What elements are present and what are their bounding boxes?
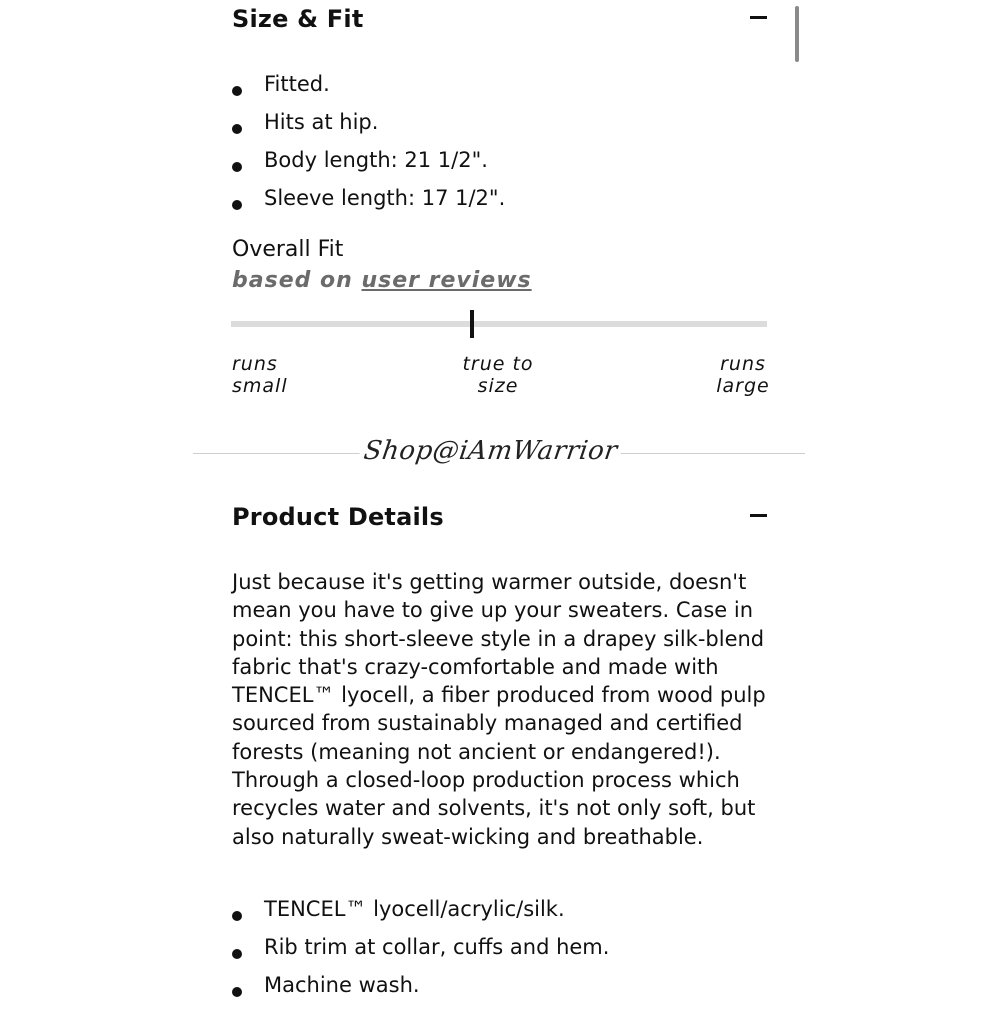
fit-label-line: size bbox=[477, 375, 519, 397]
product-details-list bbox=[232, 897, 609, 1011]
fit-label-line: runs bbox=[720, 353, 766, 375]
list-item bbox=[232, 148, 505, 186]
bullet-dot-icon bbox=[232, 949, 242, 959]
product-description: Just because it's getting warmer outside, doesn't mean you have to give up your sweaters. Case in point: this short-sleeve style in a drapey silk-blend fabric that's crazy-comfortable and made with TENCEL™ lyocell, a fiber produced from wood pulp sourced from sustainably managed and certified forests (meaning not ancient or endangered!). Through a closed-loop production process which recycles water and solvents, it's not only soft, but also naturally sweat-wicking and breathable. bbox=[232, 570, 766, 849]
list-item bbox=[232, 186, 505, 224]
bullet-dot-icon bbox=[232, 200, 242, 210]
list-item-text: Machine wash. bbox=[264, 973, 420, 997]
fit-label-line: runs bbox=[232, 353, 278, 375]
size-fit-list bbox=[232, 72, 505, 224]
bullet-dot-icon bbox=[232, 162, 242, 172]
fit-label-line: small bbox=[232, 375, 288, 397]
scrollbar[interactable] bbox=[795, 6, 799, 62]
fit-scale-track bbox=[231, 321, 767, 327]
bullet-dot-icon bbox=[232, 911, 242, 921]
fit-label-line: large bbox=[716, 375, 770, 397]
bullet-dot-icon bbox=[232, 124, 242, 134]
list-item bbox=[232, 110, 505, 148]
fit-scale-marker bbox=[470, 310, 474, 338]
product-details-title: Product Details bbox=[232, 503, 444, 531]
based-on-prefix: based on bbox=[232, 268, 353, 293]
list-item bbox=[232, 935, 609, 973]
list-item bbox=[232, 72, 505, 110]
list-item-text: Rib trim at collar, cuffs and hem. bbox=[264, 935, 610, 959]
list-item-text: Fitted. bbox=[264, 72, 330, 96]
bullet-dot-icon bbox=[232, 86, 242, 96]
product-details-collapse-button[interactable] bbox=[749, 505, 769, 525]
based-on-text bbox=[232, 268, 532, 293]
list-item-text: Body length: 21 1/2". bbox=[264, 148, 488, 172]
watermark: Shop@iAmWarrior bbox=[358, 436, 624, 466]
size-fit-collapse-button[interactable] bbox=[749, 7, 769, 27]
overall-fit-label: Overall Fit bbox=[232, 237, 344, 262]
list-item bbox=[232, 973, 609, 1011]
list-item-text: Sleeve length: 17 1/2". bbox=[264, 186, 506, 210]
list-item bbox=[232, 897, 609, 935]
size-fit-title: Size & Fit bbox=[232, 5, 364, 33]
bullet-dot-icon bbox=[232, 987, 242, 997]
list-item-text: Hits at hip. bbox=[264, 110, 379, 134]
fit-label-line: true to bbox=[462, 353, 534, 375]
user-reviews-link[interactable]: user reviews bbox=[361, 268, 532, 293]
fit-label-runs-large bbox=[698, 353, 788, 397]
fit-label-true-to-size bbox=[448, 353, 548, 397]
fit-label-runs-small bbox=[232, 353, 288, 397]
list-item-text: TENCEL™ lyocell/acrylic/silk. bbox=[264, 897, 565, 921]
